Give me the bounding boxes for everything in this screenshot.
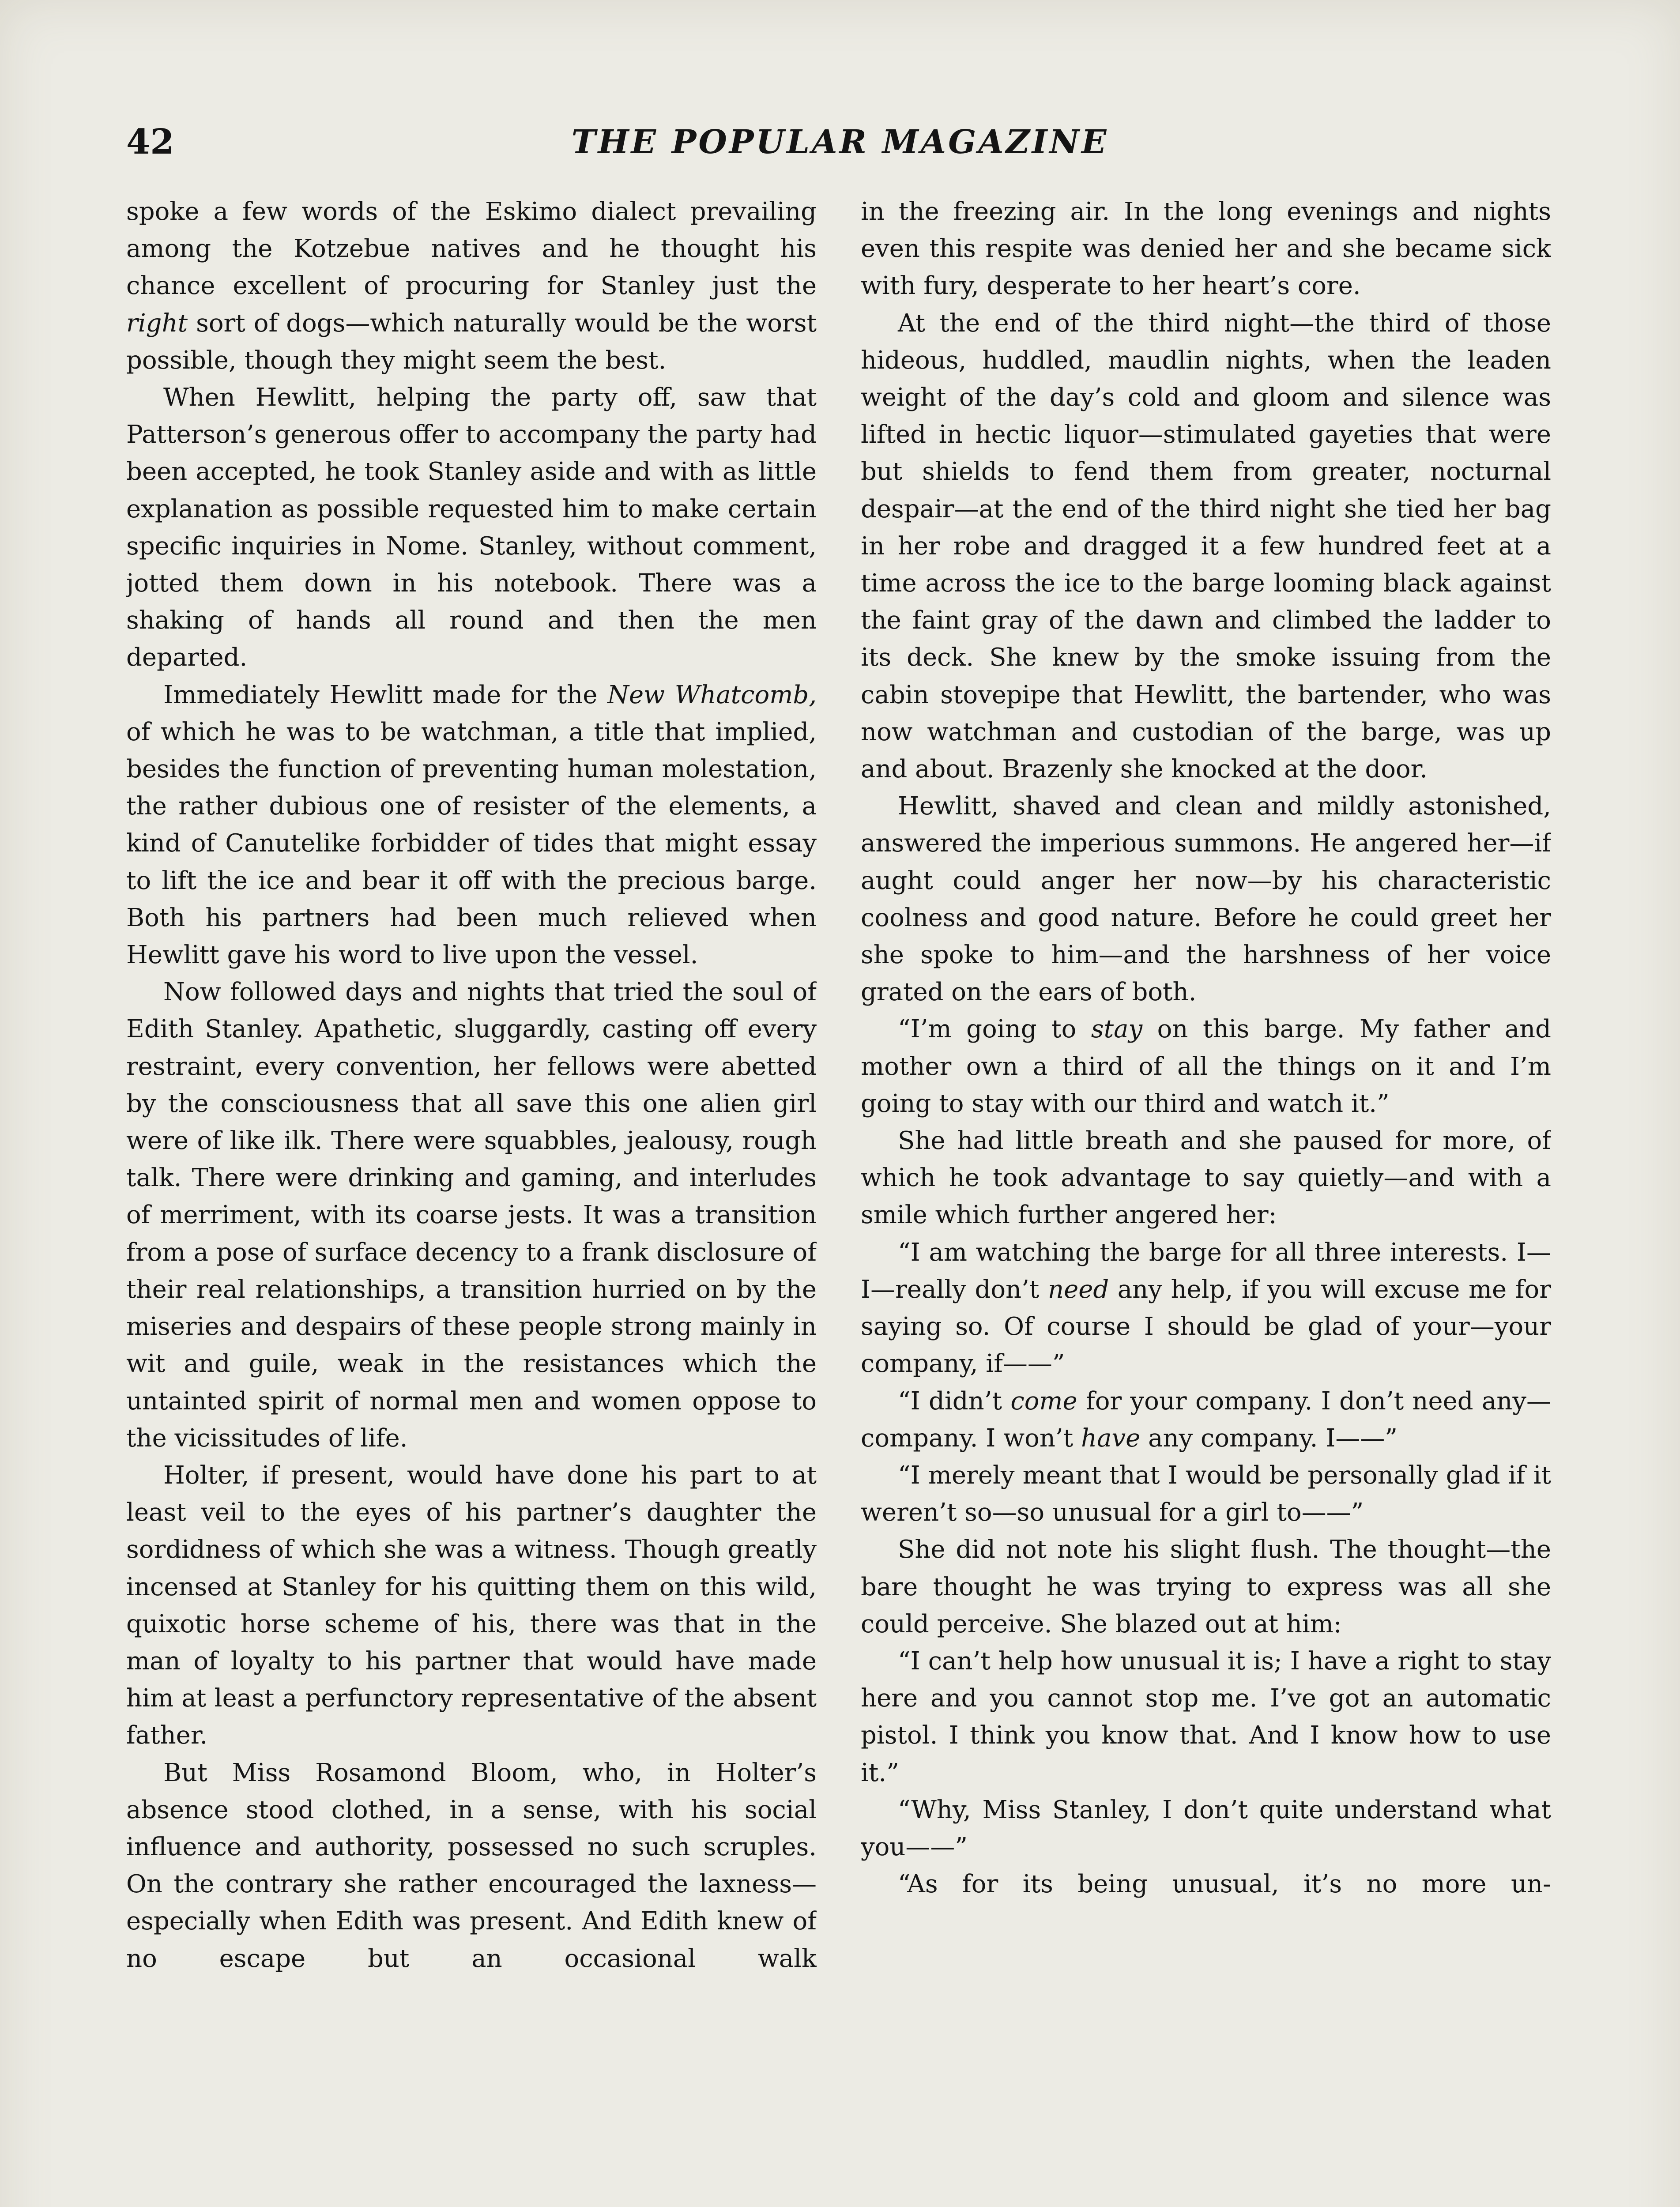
paragraph	[126, 193, 817, 379]
italic-text: have	[1081, 1424, 1141, 1453]
text-run: of which he was to be watchman, a title that implied, besides the function of preventing human molestation, the rather dubious one of resister of the elements, a kind of Canutelike forbidder of tides that might essay to lift the ice and bear it off with the precious barge. Both his partners had been much relieved when Hewlitt gave his word to live upon the vessel.	[126, 717, 817, 970]
text-run: “I’m going to	[898, 1015, 1091, 1044]
paragraph: But Miss Rosamond Bloom, who, in Holter’s absence stood clothed, in a sense, with his social influence and authority, possessed no such scruples. On the contrary she rather encouraged the laxness—especially when Edith was present. And Edith knew of no escape but an occasional walk	[126, 1758, 817, 1973]
text-run: any help, if you will excuse me for saying so. Of course I should be glad of your—your company, if——”	[861, 1275, 1551, 1378]
paragraph	[861, 1011, 1551, 1122]
right-column	[861, 193, 1551, 2207]
paragraph	[861, 1383, 1551, 1457]
paragraph: Hewlitt, shaved and clean and mildly astonished, answered the imperious summons. He angered her—if aught could anger her now—by his characteristic coolness and good nature. Before he could greet her she spoke to him—and the harshness of her voice grated on the ears of both.	[861, 792, 1551, 1007]
left-column	[126, 193, 817, 2207]
paragraph: She did not note his slight flush. The thought—the bare thought he was trying to express was all she could perceive. She blazed out at him:	[861, 1535, 1551, 1638]
running-head: THE POPULAR MAGAZINE	[571, 123, 1109, 161]
italic-text: need	[1048, 1275, 1109, 1304]
text-run: any company. I——”	[1140, 1424, 1397, 1453]
text-run: “I am watching the barge for all three interests. I—I—really don’t	[861, 1238, 1551, 1304]
paragraph: “Why, Miss Stanley, I don’t quite understand what you——”	[861, 1795, 1551, 1861]
paragraph: Now followed days and nights that tried the soul of Edith Stanley. Apathetic, sluggardly, casting off every restraint, every convention, her fellows were abetted by the consciousness that all save this one alien girl were of like ilk. There were squabbles, jealousy, rough talk. There were drinking and gaming, and interludes of merriment, with its coarse jests. It was a transition from a pose of surface decency to a frank disclosure of their real relationships, a transition hurried on by the miseries and despairs of these people strong mainly in wit and guile, weak in the resistances which the untainted spirit of normal men and women oppose to the vicissitudes of life.	[126, 978, 817, 1453]
italic-text: stay	[1091, 1015, 1143, 1044]
text-run: “I didn’t	[898, 1386, 1011, 1416]
italic-text: right	[126, 309, 188, 338]
text-run: spoke a few words of the Eskimo dialect prevailing among the Kotzebue natives and he thought his chance excellent of procuring for Stanley just the	[126, 197, 817, 301]
paragraph: “I can’t help how unusual it is; I have a right to stay here and you cannot stop me. I’ve got an automatic pistol. I think you know that. And I know how to use it.”	[861, 1646, 1551, 1787]
paragraph: “I merely meant that I would be personally glad if it weren’t so—so unusual for a girl to——”	[861, 1461, 1551, 1527]
italic-text: come	[1010, 1386, 1077, 1416]
paragraph: in the freezing air. In the long evenings and nights even this respite was denied her and she became sick with fury, desperate to her heart’s core.	[861, 197, 1551, 301]
paragraph: At the end of the third night—the third of those hideous, huddled, maudlin nights, when the leaden weight of the day’s cold and gloom and silence was lifted in hectic liquor—stimulated gayeties that were but shields to fend them from greater, nocturnal despair—at the end of the third night she tied her bag in her robe and dragged it a few hundred feet at a time across the ice to the barge looming black against the faint gray of the dawn and climbed the ladder to its deck. She knew by the smoke issuing from the cabin stovepipe that Hewlitt, the bartender, who was now watchman and custodian of the barge, was up and about. Brazenly she knocked at the door.	[861, 309, 1551, 784]
text-run: sort of dogs—which naturally would be the worst possible, though they might seem the best.	[126, 309, 817, 375]
italic-text: New Whatcomb,	[607, 680, 817, 709]
paragraph	[861, 1234, 1551, 1383]
text-run: on this barge. My father and mother own a third of all the things on it and I’m going to stay with our third and watch it.”	[861, 1015, 1551, 1118]
page-number: 42	[126, 122, 174, 162]
text-run: for your company. I don’t need any—company. I won’t	[861, 1386, 1551, 1453]
text-run: Immediately Hewlitt made for the	[163, 680, 607, 709]
page-header	[126, 116, 1554, 169]
paragraph: When Hewlitt, helping the party off, saw that Patterson’s generous offer to accompany the party had been accepted, he took Stanley aside and with as little explanation as possible requested him to make certain specific inquiries in Nome. Stanley, without comment, jotted them down in his notebook. There was a shaking of hands all round and then the men departed.	[126, 383, 817, 672]
paragraph: Holter, if present, would have done his part to at least veil to the eyes of his partner’s daughter the sordidness of which she was a witness. Though greatly incensed at Stanley for his quitting them on this wild, quixotic horse scheme of his, there was that in the man of loyalty to his partner that would have made him at least a perfunctory representative of the absent father.	[126, 1461, 817, 1750]
paragraph: “As for its being unusual, it’s no more un-	[898, 1870, 1551, 1899]
paragraph: She had little breath and she paused for more, of which he took advantage to say quietly—and with a smile which further angered her:	[861, 1126, 1551, 1230]
paragraph	[126, 677, 817, 974]
